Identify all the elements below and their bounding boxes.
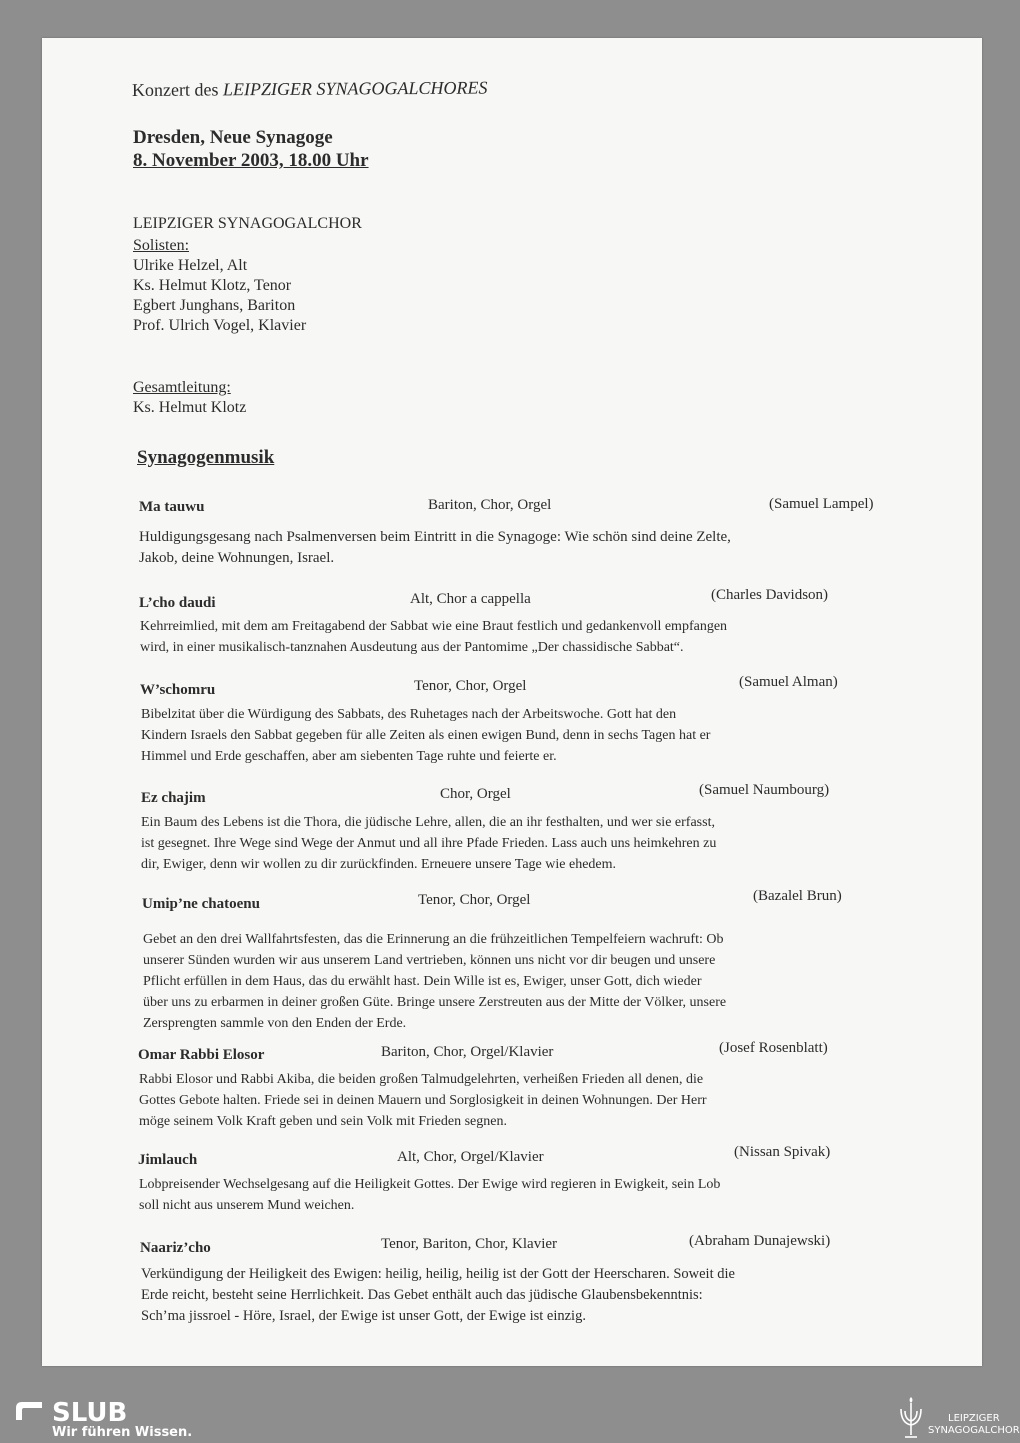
- piece-instrumentation: Tenor, Chor, Orgel: [418, 892, 531, 908]
- slub-mark-icon: [14, 1400, 44, 1422]
- piece-description: [139, 1069, 815, 1132]
- direction-label: Gesamtleitung:: [133, 379, 231, 396]
- description-line: Ein Baum des Lebens ist die Thora, die jüdische Lehre, allen, die an ihr festhalten, und wer sie erfasst,: [141, 815, 715, 830]
- soloists-label: Solisten:: [133, 237, 190, 254]
- piece-composer: (Bazalel Brun): [753, 888, 842, 904]
- description-line: Bibelzitat über die Würdigung des Sabbats, des Ruhetages nach der Arbeitswoche. Gott hat den: [141, 707, 677, 722]
- piece-title: Ez chajim: [141, 790, 206, 806]
- piece-composer: (Samuel Lampel): [769, 496, 874, 512]
- piece-description: [141, 1264, 819, 1327]
- description-line: Kindern Israels den Sabbat gegeben für alle Zeiten als einen ewigen Bund, denn in sechs Tagen hat er: [141, 728, 711, 743]
- soloist: Egbert Junghans, Bariton: [133, 297, 296, 314]
- director: Ks. Helmut Klotz: [133, 399, 247, 416]
- soloist: Prof. Ulrich Vogel, Klavier: [133, 317, 307, 334]
- description-line: Rabbi Elosor und Rabbi Akiba, die beiden großen Talmudgelehrten, verheißen Frieden all denen, die: [139, 1072, 704, 1087]
- choir-logo-text: [928, 1413, 1020, 1437]
- piece-instrumentation: Tenor, Chor, Orgel: [414, 678, 527, 694]
- description-line: wird, in einer musikalisch-tanznahen Ausdeutung aus der Pantomime „Der chassidische Sabbat“.: [140, 640, 684, 655]
- description-line: unserer Sünden wurden wir aus unserem Land vertrieben, können uns nicht vor dir beugen und unsere: [143, 953, 716, 968]
- venue: Dresden, Neue Synagoge: [133, 127, 333, 148]
- description-line: Erde reicht, besteht seine Herrlichkeit. Das Gebet enthält auch das jüdische Glaubensbekenntnis:: [141, 1287, 703, 1303]
- piece-composer: (Charles Davidson): [711, 587, 829, 603]
- choir-logo-line: SYNAGOGALCHOR: [928, 1425, 1020, 1436]
- piece-description: [141, 704, 816, 767]
- description-line: Kehrreimlied, mit dem am Freitagabend der Sabbat wie eine Braut festlich und gedankenvoll empfangen: [140, 619, 728, 634]
- piece-composer: (Josef Rosenblatt): [719, 1040, 828, 1056]
- choir-logo-line: LEIPZIGER: [948, 1413, 1000, 1424]
- description-line: Pflicht erfüllen in dem Haus, das du erwählt hast. Dein Wille ist es, Ewiger, unser Gott, dich wieder: [143, 974, 702, 989]
- piece-title: Ma tauwu: [139, 499, 205, 515]
- slub-logo: SLUB: [52, 1398, 128, 1428]
- slub-tagline: Wir führen Wissen.: [52, 1425, 193, 1440]
- concert-heading: [132, 78, 488, 101]
- concert-heading-prefix: Konzert des: [131, 79, 224, 100]
- date-time: 8. November 2003, 18.00 Uhr: [133, 150, 369, 171]
- piece-instrumentation: Chor, Orgel: [440, 786, 511, 802]
- piece-title: L’cho daudi: [139, 595, 216, 611]
- description-line: dir, Ewiger, denn wir wollen zu dir zurückfinden. Erneuere unsere Tage wie ehedem.: [141, 857, 617, 872]
- description-line: Lobpreisender Wechselgesang auf die Heiligkeit Gottes. Der Ewige wird regieren in Ewigkeit, sein Lob: [139, 1177, 721, 1192]
- piece-description: [139, 527, 865, 569]
- piece-instrumentation: Alt, Chor, Orgel/Klavier: [397, 1149, 544, 1165]
- piece-description: [139, 1174, 815, 1216]
- description-line: Sch’ma jissroel - Höre, Israel, der Ewige ist unser Gott, der Ewige ist einzig.: [141, 1308, 586, 1324]
- description-line: Huldigungsgesang nach Psalmenversen beim Eintritt in die Synagoge: Wie schön sind deine Zelte,: [139, 529, 731, 545]
- piece-composer: (Nissan Spivak): [734, 1144, 831, 1160]
- description-line: ist gesegnet. Ihre Wege sind Wege der Anmut und all ihre Pfade Frieden. Lass auch uns heimkehren zu: [141, 836, 717, 851]
- piece-instrumentation: Alt, Chor a cappella: [410, 591, 531, 607]
- description-line: Himmel und Erde geschaffen, aber am siebenten Tage ruhte und feierte er.: [141, 749, 557, 764]
- section-title: Synagogenmusik: [137, 447, 275, 468]
- description-line: Gebet an den drei Wallfahrtsfesten, das die Erinnerung an die frühzeitlichen Tempelfeiern wachruft: Ob: [143, 932, 724, 947]
- description-line: Jakob, deine Wohnungen, Israel.: [139, 550, 335, 566]
- piece-title: W’schomru: [140, 682, 216, 698]
- description-line: soll nicht aus unserem Mund weichen.: [139, 1198, 355, 1213]
- description-line: Verkündigung der Heiligkeit des Ewigen: heilig, heilig, heilig ist der Gott der Heerscharen. Soweit die: [141, 1266, 735, 1282]
- piece-composer: (Samuel Alman): [739, 674, 838, 690]
- piece-description: [143, 929, 820, 1034]
- soloist: Ks. Helmut Klotz, Tenor: [133, 277, 292, 294]
- piece-instrumentation: Tenor, Bariton, Chor, Klavier: [381, 1236, 558, 1252]
- concert-heading-choir: LEIPZIGER SYNAGOGALCHORES: [222, 77, 488, 100]
- piece-title: Jimlauch: [138, 1152, 198, 1168]
- piece-instrumentation: Bariton, Chor, Orgel: [428, 497, 552, 513]
- piece-title: Omar Rabbi Elosor: [138, 1047, 265, 1063]
- piece-description: [141, 812, 818, 875]
- description-line: über uns zu erbarmen in deiner großen Güte. Bringe unsere Zerstreuten aus der Mitte der Völker, unsere: [143, 995, 727, 1010]
- piece-title: Umip’ne chatoenu: [142, 896, 260, 912]
- piece-composer: (Abraham Dunajewski): [689, 1233, 831, 1249]
- description-line: Gottes Gebote halten. Friede sei in deinen Mauern und Sorglosigkeit in deinen Wohnungen. Der Herr: [139, 1093, 707, 1108]
- description-line: möge seinem Volk Kraft geben und sein Volk mit Frieden segnen.: [139, 1114, 507, 1129]
- soloist: Ulrike Helzel, Alt: [133, 257, 248, 274]
- piece-composer: (Samuel Naumbourg): [699, 782, 830, 798]
- ensemble-name: LEIPZIGER SYNAGOGALCHOR: [133, 215, 362, 232]
- piece-title: Naariz’cho: [140, 1240, 211, 1256]
- description-line: Zersprengten sammle von den Enden der Erde.: [143, 1016, 407, 1031]
- piece-description: [140, 616, 820, 658]
- piece-instrumentation: Bariton, Chor, Orgel/Klavier: [381, 1044, 554, 1060]
